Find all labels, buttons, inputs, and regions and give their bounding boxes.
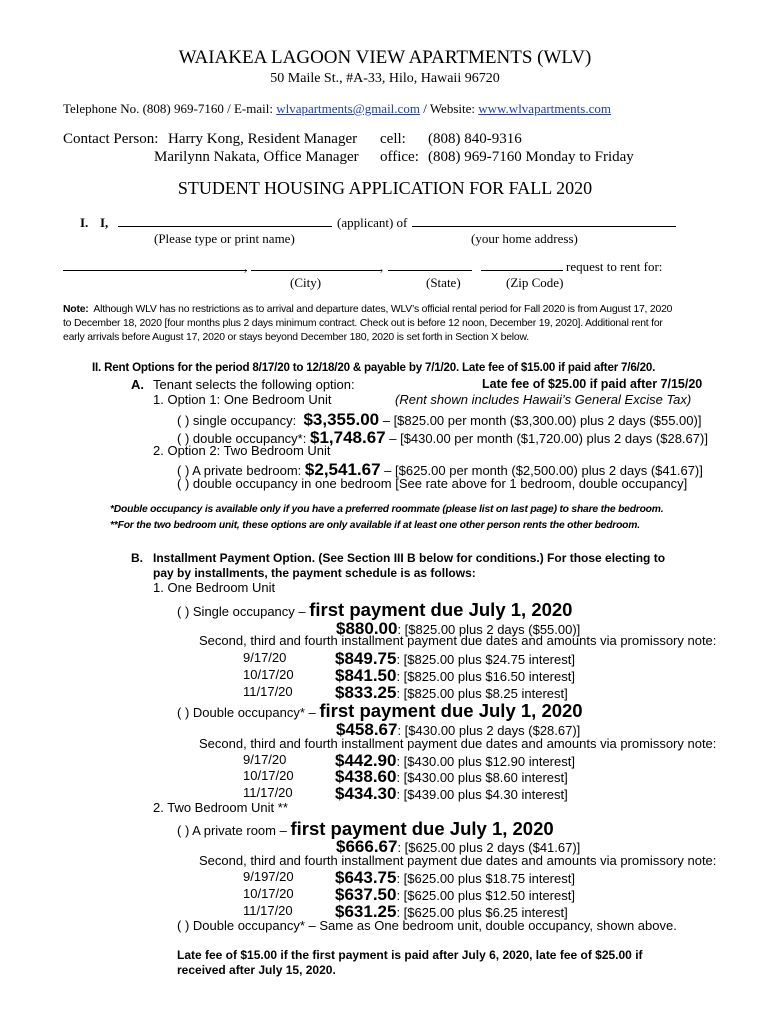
- website-label: / Website:: [419, 101, 475, 116]
- single-row-2-date: 10/17/20: [243, 667, 294, 682]
- installment-note-double: Second, third and fourth installment payment due dates and amounts via promissory note:: [199, 736, 717, 751]
- request-text: request to rent for:: [566, 259, 663, 274]
- two-bedroom-heading: 2. Two Bedroom Unit **: [153, 800, 288, 815]
- single-row-3-detail: : [$825.00 plus $8.25 interest]: [396, 686, 568, 701]
- address-caption: (your home address): [471, 231, 578, 246]
- private-row-2-date: 10/17/20: [243, 886, 294, 901]
- single-first-amount: $880.00: [336, 619, 398, 638]
- option-1-note: (Rent shown includes Hawaii’s General Excise Tax): [395, 392, 692, 407]
- private-row-1-detail: : [$625.00 plus $18.75 interest]: [396, 871, 575, 886]
- cell-label: cell:: [380, 131, 406, 147]
- double-row-3-amount: $434.30: [335, 784, 397, 803]
- private-row-2-detail: : [$625.00 plus $12.50 interest]: [396, 888, 575, 903]
- double-row-2-detail: : [$430.00 plus $8.60 interest]: [396, 770, 568, 785]
- office-number: (808) 969-7160 Monday to Friday: [428, 149, 634, 165]
- section-2-heading: II. Rent Options for the period 8/17/20 to 12/18/20 & payable by 7/1/20. Late fee of $15.00 if paid after 7/6/20.: [92, 361, 656, 374]
- installment-single-label: ( ) Single occupancy –: [177, 604, 306, 619]
- single-first-detail: : [$825.00 plus 2 days ($55.00)]: [397, 622, 581, 637]
- address: 50 Maile St., #A-33, Hilo, Hawaii 96720: [270, 71, 500, 86]
- state-caption: (State): [426, 275, 461, 290]
- note-line-3: early arrivals before August 17, 2020 or stays beyond December 180, 2020 is set forth in Section X below.: [63, 332, 529, 343]
- private-row-2-amount: $637.50: [335, 885, 397, 904]
- note-text-1: Although WLV has no restrictions as to arrival and departure dates, WLV’s official rental period for Fall 2020 is from August 17, 2020: [93, 304, 673, 315]
- private-first-detail: : [$625.00 plus 2 days ($41.67)]: [397, 840, 581, 855]
- double-row-3: [335, 784, 568, 804]
- private-row-3-detail: : [$625.00 plus $6.25 interest]: [396, 905, 568, 920]
- section-2b-label: B.: [131, 551, 143, 565]
- section-2b-text-2: pay by installments, the payment schedule is as follows:: [153, 566, 476, 580]
- double-occupancy-price: $1,748.67: [309, 428, 386, 447]
- first-payment-heading-single: first payment due July 1, 2020: [309, 599, 573, 620]
- applicant-of-label: (applicant) of: [337, 215, 408, 230]
- single-row-3-amount: $833.25: [335, 683, 397, 702]
- private-bedroom-price: $2,541.67: [304, 460, 381, 479]
- form-title: STUDENT HOUSING APPLICATION FOR FALL 2020: [177, 178, 593, 198]
- first-payment-heading-double: first payment due July 1, 2020: [319, 700, 583, 721]
- note-line-1: [63, 304, 672, 315]
- website-link[interactable]: www.wlvapartments.com: [478, 101, 611, 116]
- page-title: WAIAKEA LAGOON VIEW APARTMENTS (WLV): [178, 47, 592, 68]
- private-row-3-date: 11/17/20: [243, 903, 293, 918]
- comma-1: ,: [244, 259, 248, 274]
- footnote-double: *Double occupancy is available only if you have a preferred roommate (please list on last page) to share the bedroom.: [110, 504, 664, 515]
- double-occupancy-label: ( ) double occupancy*:: [177, 431, 307, 446]
- installment-note-single: Second, third and fourth installment payment due dates and amounts via promissory note:: [199, 633, 717, 648]
- contact-person-2: Marilynn Nakata, Office Manager: [154, 149, 359, 165]
- double-row-3-detail: : [$439.00 plus $4.30 interest]: [396, 787, 568, 802]
- installment-double-label: ( ) Double occupancy* –: [177, 705, 316, 720]
- double-row-2-amount: $438.60: [335, 767, 397, 786]
- late-fee-text-1: Late fee of $15.00 if the first payment is paid after July 6, 2020, late fee of $25.00 if: [177, 948, 643, 962]
- private-row-1-amount: $643.75: [335, 868, 397, 887]
- contact-label: Contact Person:: [63, 131, 159, 147]
- office-label: office:: [380, 149, 419, 165]
- double-occupancy-two-bed-option[interactable]: ( ) Double occupancy* – Same as One bedroom unit, double occupancy, shown above.: [177, 918, 677, 933]
- single-row-1-amount: $849.75: [335, 649, 397, 668]
- contact-person-1: Harry Kong, Resident Manager: [168, 131, 358, 147]
- double-one-bedroom-option[interactable]: ( ) double occupancy in one bedroom [See rate above for 1 bedroom, double occupancy]: [177, 476, 688, 491]
- single-occupancy-option[interactable]: [177, 410, 701, 430]
- private-bedroom-label: ( ) A private bedroom:: [177, 463, 302, 478]
- comma-2: ,: [380, 259, 384, 274]
- contact-line: [63, 101, 611, 117]
- section-2a-text: Tenant selects the following option:: [153, 377, 355, 392]
- installment-private-label: ( ) A private room –: [177, 823, 287, 838]
- first-payment-heading-private: first payment due July 1, 2020: [290, 818, 554, 839]
- single-occupancy-detail: – [$825.00 per month ($3,300.00) plus 2 days ($55.00)]: [379, 413, 702, 428]
- city-caption: (City): [290, 275, 322, 290]
- double-first-detail: : [$430.00 plus 2 days ($28.67)]: [397, 723, 581, 738]
- installment-note-private: Second, third and fourth installment payment due dates and amounts via promissory note:: [199, 853, 717, 868]
- installment-single-option[interactable]: [177, 599, 572, 621]
- single-row-1-date: 9/17/20: [243, 650, 287, 665]
- single-row-2-amount: $841.50: [335, 666, 397, 685]
- section-2a-label: A.: [131, 377, 144, 392]
- section-2b-text-1: Installment Payment Option. (See Section III B below for conditions.) For those electing to: [153, 551, 666, 565]
- home-address-field[interactable]: [412, 214, 676, 227]
- double-row-1-detail: : [$430.00 plus $12.90 interest]: [396, 754, 575, 769]
- double-row-1-date: 9/17/20: [243, 752, 287, 767]
- private-row-1-date: 9/197/20: [243, 869, 294, 884]
- late-fee-25: Late fee of $25.00 if paid after 7/15/20: [482, 377, 703, 391]
- single-row-3-date: 11/17/20: [243, 684, 293, 699]
- state-field[interactable]: [388, 258, 472, 271]
- note-line-2: to December 18, 2020 [four months plus 2 days minimum contract. Check out is before 12 noon, December 19, 2020]. Additional rent for: [63, 318, 663, 329]
- double-row-2-date: 10/17/20: [243, 768, 294, 783]
- cell-number: (808) 840-9316: [428, 131, 522, 147]
- one-bedroom-heading: 1. One Bedroom Unit: [153, 580, 276, 595]
- double-row-1-amount: $442.90: [335, 751, 397, 770]
- zip-caption: (Zip Code): [506, 275, 564, 290]
- footnote-two-bedroom: **For the two bedroom unit, these options are only available if at least one other person rents the other bedroom.: [110, 520, 640, 531]
- late-fee-text-2: received after July 15, 2020.: [177, 963, 336, 977]
- email-link[interactable]: wlvapartments@gmail.com: [276, 101, 420, 116]
- installment-double-option[interactable]: [177, 700, 583, 722]
- city2-field[interactable]: [251, 258, 381, 271]
- double-first-amount: $458.67: [336, 720, 398, 739]
- private-row-3-amount: $631.25: [335, 902, 397, 921]
- section-1-number: I.: [80, 215, 89, 230]
- single-row-2-detail: : [$825.00 plus $16.50 interest]: [396, 669, 575, 684]
- zip-field[interactable]: [481, 258, 563, 271]
- private-bedroom-detail: – [$625.00 per month ($2,500.00) plus 2 days ($41.67)]: [380, 463, 703, 478]
- option-1-label: 1. Option 1: One Bedroom Unit: [153, 392, 332, 407]
- note-label: Note:: [63, 304, 89, 315]
- city-field[interactable]: [63, 258, 247, 271]
- name-caption: (Please type or print name): [154, 231, 295, 246]
- option-2-label: 2. Option 2: Two Bedroom Unit: [153, 443, 331, 458]
- double-row-3-date: 11/17/20: [243, 785, 293, 800]
- private-first-amount: $666.67: [336, 837, 398, 856]
- single-row-1-detail: : [$825.00 plus $24.75 interest]: [396, 652, 575, 667]
- section-1-i: I,: [100, 215, 109, 230]
- single-occupancy-price: $3,355.00: [303, 410, 380, 429]
- single-occupancy-label: ( ) single occupancy:: [177, 413, 297, 428]
- applicant-name-field[interactable]: [118, 214, 332, 227]
- double-occupancy-detail: – [$430.00 per month ($1,720.00) plus 2 days ($28.67)]: [385, 431, 708, 446]
- telephone-label: Telephone No. (808) 969-7160 / E-mail:: [63, 101, 273, 116]
